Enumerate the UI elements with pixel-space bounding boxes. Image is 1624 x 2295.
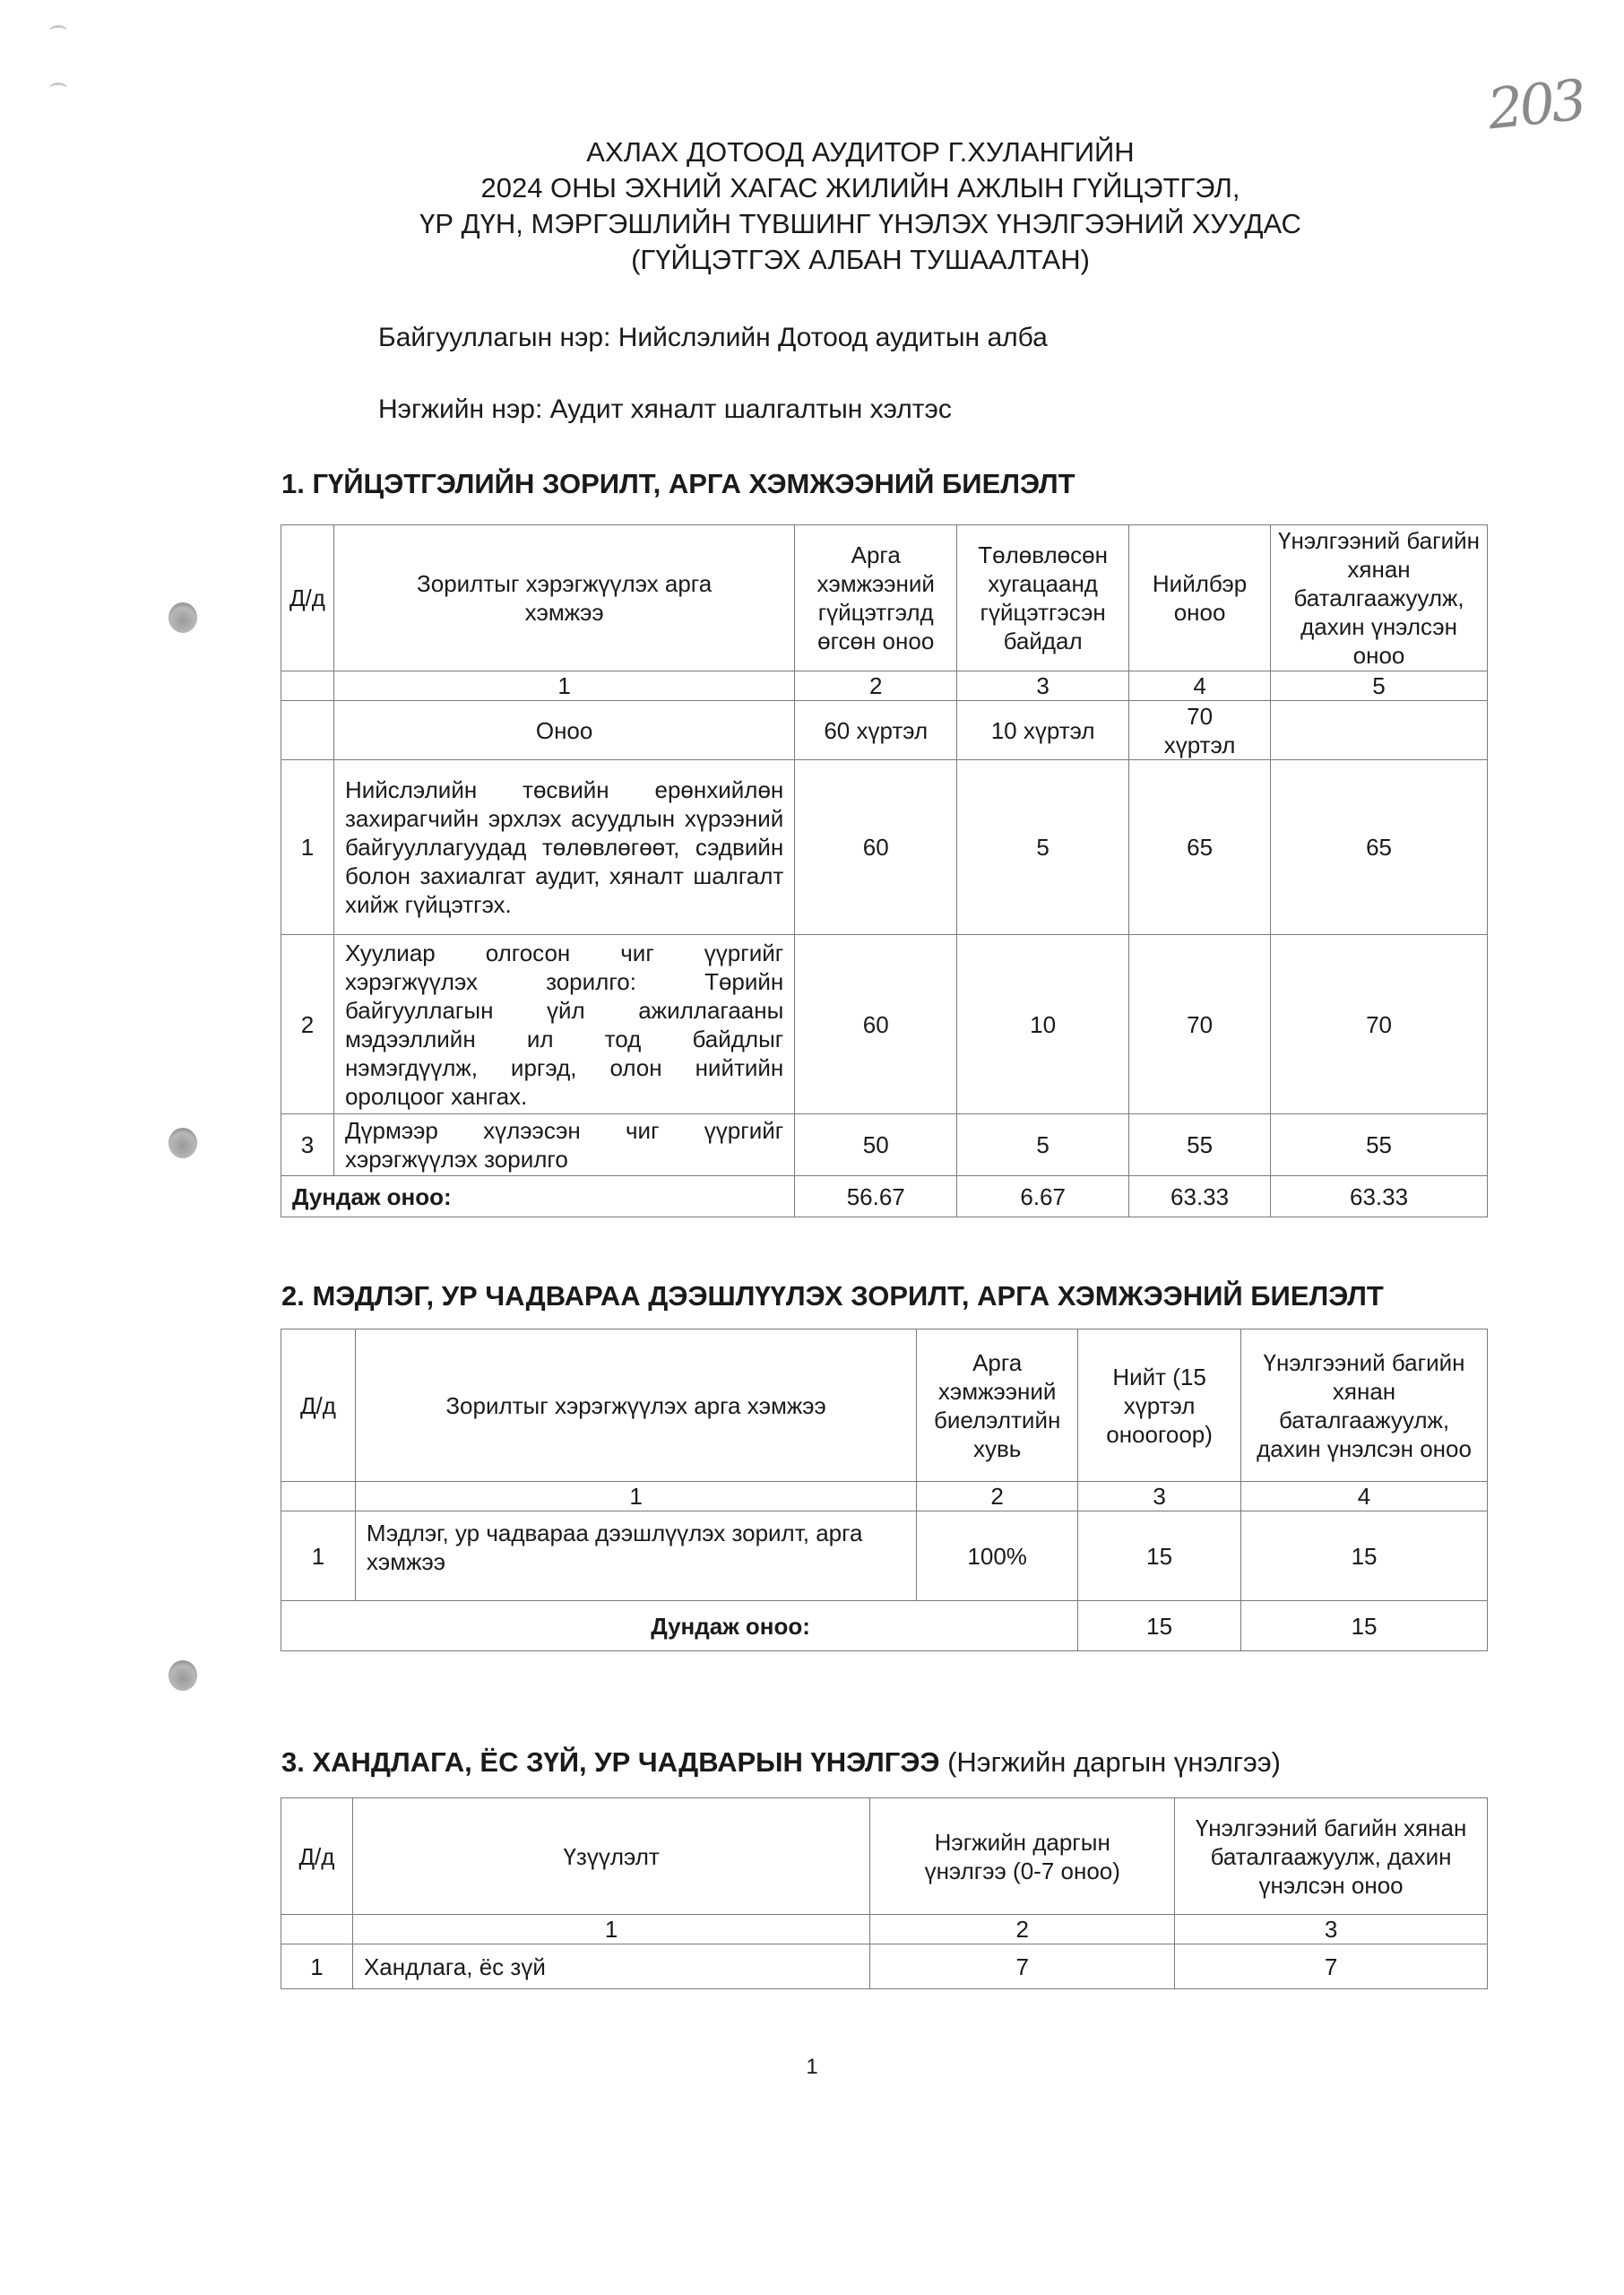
column-number: 2 <box>795 671 957 701</box>
score-value: 15 <box>1078 1511 1241 1601</box>
score-limit: 70 хүртэл <box>1129 701 1271 760</box>
score-limit: 60 хүртэл <box>795 701 957 760</box>
average-row <box>281 1601 1488 1651</box>
score-value: 65 <box>1129 760 1271 935</box>
score-value: 10 <box>957 935 1129 1114</box>
indicator-text: Хандлага, ёс зүй <box>352 1944 869 1989</box>
column-number: 5 <box>1271 671 1488 701</box>
column-number-row <box>281 1915 1488 1944</box>
handwritten-page-number: 203 <box>1484 66 1586 143</box>
score-value: 5 <box>957 1114 1129 1176</box>
column-number: 1 <box>333 671 794 701</box>
average-value: 63.33 <box>1271 1176 1488 1217</box>
score-value: 7 <box>870 1944 1175 1989</box>
organization-name: Байгууллагын нэр: Нийслэлийн Дотоод аудитын алба <box>378 323 1048 352</box>
column-number: 1 <box>352 1915 869 1944</box>
document-title <box>358 134 1362 278</box>
table-row <box>281 1114 1488 1176</box>
title-line: ҮР ДҮН, МЭРГЭШЛИЙН ТҮВШИНГ ҮНЭЛЭХ ҮНЭЛГЭЭНИЙ ХУУДАС <box>419 208 1301 239</box>
table-row <box>281 1511 1488 1601</box>
header-cell: Үнэлгээний багийн хянан баталгаажуулж, дахин үнэлсэн оноо <box>1175 1798 1488 1915</box>
header-cell: Үзүүлэлт <box>352 1798 869 1915</box>
score-limit: 10 хүртэл <box>957 701 1129 760</box>
title-line: 2024 ОНЫ ЭХНИЙ ХАГАС ЖИЛИЙН АЖЛЫН ГҮЙЦЭТГЭЛ, <box>480 172 1240 204</box>
section3-heading <box>281 1746 1281 1779</box>
column-number: 1 <box>355 1482 916 1511</box>
row-number: 1 <box>281 760 334 935</box>
row-number: 1 <box>281 1511 356 1601</box>
score-limit <box>1271 701 1488 760</box>
table-header-row <box>281 1329 1488 1482</box>
header-cell: Төлөвлөсөн хугацаанд гүйцэтгэсэн байдал <box>957 525 1129 671</box>
row-number: 1 <box>281 1944 353 1989</box>
title-line: АХЛАХ ДОТООД АУДИТОР Г.ХУЛАНГИЙН <box>586 136 1135 168</box>
average-label: Дундаж оноо: <box>281 1601 1078 1651</box>
average-label: Дундаж оноо: <box>281 1176 795 1217</box>
score-label: Оноо <box>333 701 794 760</box>
punch-hole-icon <box>168 602 197 633</box>
table-row <box>281 935 1488 1114</box>
row-number: 3 <box>281 1114 334 1176</box>
score-value: 55 <box>1129 1114 1271 1176</box>
table-row <box>281 1944 1488 1989</box>
section2-table <box>281 1329 1488 1651</box>
score-value: 5 <box>957 760 1129 935</box>
header-cell: Нийлбэр оноо <box>1129 525 1271 671</box>
table-row <box>281 760 1488 935</box>
title-line: (ГҮЙЦЭТГЭХ АЛБАН ТУШААЛТАН) <box>631 244 1090 275</box>
score-value: 60 <box>795 935 957 1114</box>
header-cell: Үнэлгээний багийн хянан баталгаажуулж, дахин үнэлсэн оноо <box>1241 1329 1488 1482</box>
page-number: 1 <box>806 2055 818 2079</box>
column-number: 3 <box>1175 1915 1488 1944</box>
header-cell: Үнэлгээний багийн хянан баталгаажуулж, дахин үнэлсэн оноо <box>1271 525 1488 671</box>
measure-text: Нийслэлийн төсвийн ерөнхийлөн захирагчийн эрхлэх асуудлын хүрээний байгууллагуудад төлөвлөгөөт, сэдвийн болон захиалгат аудит, хяналт шалгалт хийж гүйцэтгэх. <box>333 760 794 935</box>
punch-hole-icon <box>168 1128 197 1158</box>
section3-table <box>281 1797 1488 1989</box>
score-limit-row <box>281 701 1488 760</box>
measure-text: Дүрмээр хүлээсэн чиг үүргийг хэрэгжүүлэх зорилго <box>333 1114 794 1176</box>
score-value: 70 <box>1129 935 1271 1114</box>
score-value: 7 <box>1175 1944 1488 1989</box>
score-value: 65 <box>1271 760 1488 935</box>
header-cell: Арга хэмжээний гүйцэтгэлд өгсөн оноо <box>795 525 957 671</box>
measure-text: Мэдлэг, ур чадвараа дээшлүүлэх зорилт, арга хэмжээ <box>355 1511 916 1601</box>
score-value: 15 <box>1241 1511 1488 1601</box>
section1-heading: 1. ГҮЙЦЭТГЭЛИЙН ЗОРИЛТ, АРГА ХЭМЖЭЭНИЙ БИЕЛЭЛТ <box>281 468 1075 499</box>
score-value: 70 <box>1271 935 1488 1114</box>
header-cell: Нийт (15 хүртэл оноогоор) <box>1078 1329 1241 1482</box>
margin-mark <box>49 82 67 94</box>
average-value: 6.67 <box>957 1176 1129 1217</box>
average-value: 63.33 <box>1129 1176 1271 1217</box>
score-value: 50 <box>795 1114 957 1176</box>
column-number: 2 <box>870 1915 1175 1944</box>
column-number-row <box>281 671 1488 701</box>
section1-table <box>281 524 1488 1217</box>
average-value: 15 <box>1241 1601 1488 1651</box>
column-number: 2 <box>917 1482 1078 1511</box>
score-value: 100% <box>917 1511 1078 1601</box>
punch-hole-icon <box>168 1660 197 1691</box>
header-cell: Зорилтыг хэрэгжүүлэх арга хэмжээ <box>355 1329 916 1482</box>
header-cell: Зорилтыг хэрэгжүүлэх арга хэмжээ <box>333 525 794 671</box>
margin-mark <box>49 25 67 37</box>
measure-text: Хуулиар олгосон чиг үүргийг хэрэгжүүлэх зорилго: Төрийн байгууллагын үйл ажиллагааны мэдээллийн ил тод байдлыг нэмэгдүүлж, иргэд, олон нийтийн оролцоог хангах. <box>333 935 794 1114</box>
column-number: 4 <box>1241 1482 1488 1511</box>
column-number: 3 <box>957 671 1129 701</box>
column-number: 4 <box>1129 671 1271 701</box>
header-cell: Д/д <box>281 525 334 671</box>
average-value: 56.67 <box>795 1176 957 1217</box>
average-value: 15 <box>1078 1601 1241 1651</box>
section3-heading-note: (Нэгжийн даргын үнэлгээ) <box>939 1746 1282 1778</box>
table-header-row <box>281 525 1488 671</box>
column-number: 3 <box>1078 1482 1241 1511</box>
header-cell: Д/д <box>281 1798 353 1915</box>
unit-name: Нэгжийн нэр: Аудит хяналт шалгалтын хэлтэс <box>378 394 952 424</box>
average-row <box>281 1176 1488 1217</box>
score-value: 55 <box>1271 1114 1488 1176</box>
header-cell: Д/д <box>281 1329 356 1482</box>
column-number-row <box>281 1482 1488 1511</box>
table-header-row <box>281 1798 1488 1915</box>
section3-heading-bold: 3. ХАНДЛАГА, ЁС ЗҮЙ, УР ЧАДВАРЫН ҮНЭЛГЭЭ <box>281 1746 940 1778</box>
header-cell: Нэгжийн даргын үнэлгээ (0-7 оноо) <box>870 1798 1175 1915</box>
score-value: 60 <box>795 760 957 935</box>
header-cell: Арга хэмжээний биелэлтийн хувь <box>917 1329 1078 1482</box>
row-number: 2 <box>281 935 334 1114</box>
section2-heading: 2. МЭДЛЭГ, УР ЧАДВАРАА ДЭЭШЛҮҮЛЭХ ЗОРИЛТ, АРГА ХЭМЖЭЭНИЙ БИЕЛЭЛТ <box>281 1280 1384 1312</box>
